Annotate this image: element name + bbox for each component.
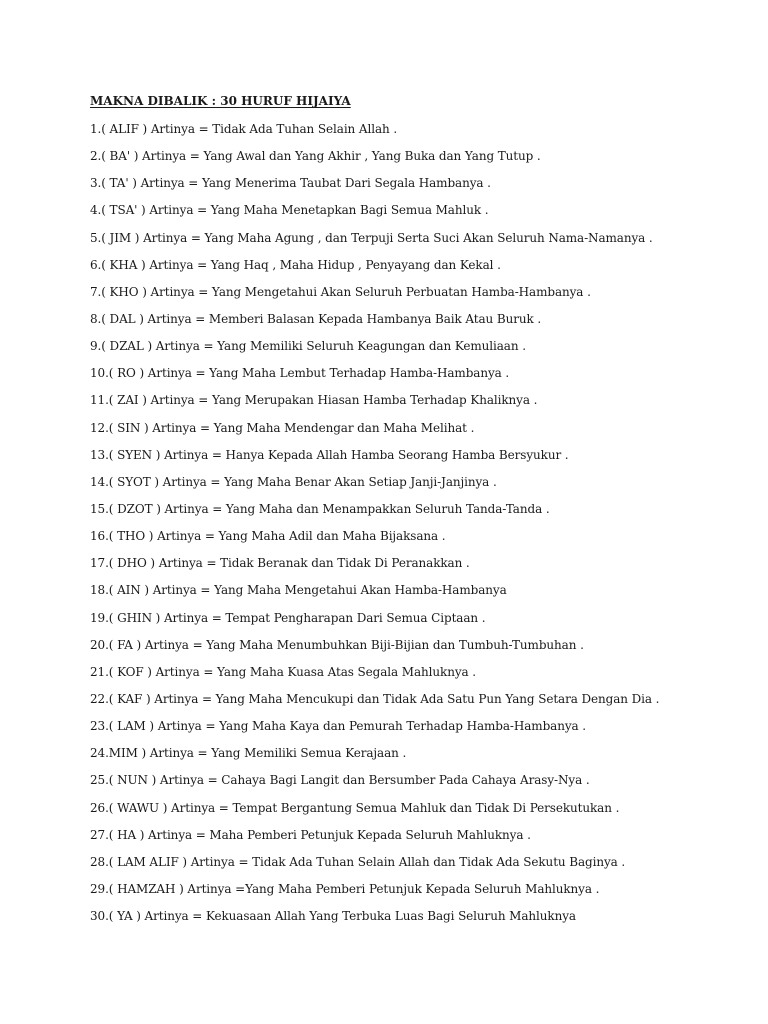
list-item: 6.( KHA ) Artinya = Yang Haq , Maha Hidup , Penyayang dan Kekal .	[90, 257, 501, 272]
list-item: 1.( ALIF ) Artinya = Tidak Ada Tuhan Selain Allah .	[90, 122, 398, 136]
list-item: 25.( NUN ) Artinya = Cahaya Bagi Langit dan Bersumber Pada Cahaya Arasy-Nya .	[90, 773, 590, 788]
list-item: 16.( THO ) Artinya = Yang Maha Adil dan Maha Bijaksana .	[90, 529, 446, 544]
list-item: 7.( KHO ) Artinya = Yang Mengetahui Akan Seluruh Perbuatan Hamba-Hambanya .	[90, 284, 591, 299]
hijaiya-meaning-list	[90, 118, 730, 932]
list-item: 27.( HA ) Artinya = Maha Pemberi Petunjuk Kepada Seluruh Mahluknya .	[90, 827, 531, 842]
list-item: 26.( WAWU ) Artinya = Tempat Bergantung Semua Mahluk dan Tidak Di Persekutukan .	[90, 800, 620, 815]
list-item: 3.( TA' ) Artinya = Yang Menerima Taubat Dari Segala Hambanya .	[90, 176, 491, 191]
list-item: 2.( BA' ) Artinya = Yang Awal dan Yang Akhir , Yang Buka dan Yang Tutup .	[90, 149, 541, 164]
list-item: 13.( SYEN ) Artinya = Hanya Kepada Allah Hamba Seorang Hamba Bersyukur .	[90, 447, 569, 462]
list-item: 14.( SYOT ) Artinya = Yang Maha Benar Akan Setiap Janji-Janjinya .	[90, 474, 497, 489]
list-item: 8.( DAL ) Artinya = Memberi Balasan Kepada Hambanya Baik Atau Buruk .	[90, 311, 542, 326]
list-item: 23.( LAM ) Artinya = Yang Maha Kaya dan Pemurah Terhadap Hamba-Hambanya .	[90, 719, 586, 734]
list-item: 10.( RO ) Artinya = Yang Maha Lembut Terhadap Hamba-Hambanya .	[90, 366, 510, 381]
list-item: 21.( KOF ) Artinya = Yang Maha Kuasa Atas Segala Mahluknya .	[90, 664, 476, 679]
list-item: 20.( FA ) Artinya = Yang Maha Menumbuhkan Biji-Bijian dan Tumbuh-Tumbuhan .	[90, 637, 584, 652]
list-item: 19.( GHIN ) Artinya = Tempat Pengharapan Dari Semua Ciptaan .	[90, 610, 486, 625]
list-item: 24.MIM ) Artinya = Yang Memiliki Semua Kerajaan .	[90, 746, 407, 761]
list-item: 18.( AIN ) Artinya = Yang Maha Mengetahui Akan Hamba-Hambanya	[90, 583, 507, 598]
list-item: 11.( ZAI ) Artinya = Yang Merupakan Hiasan Hamba Terhadap Khaliknya .	[90, 393, 538, 408]
list-item: 9.( DZAL ) Artinya = Yang Memiliki Seluruh Keagungan dan Kemuliaan .	[90, 339, 526, 354]
list-item: 17.( DHO ) Artinya = Tidak Beranak dan Tidak Di Peranakkan .	[90, 556, 470, 571]
list-item: 12.( SIN ) Artinya = Yang Maha Mendengar dan Maha Melihat .	[90, 420, 475, 435]
list-item: 4.( TSA' ) Artinya = Yang Maha Menetapkan Bagi Semua Mahluk .	[90, 203, 489, 218]
list-item: 30.( YA ) Artinya = Kekuasaan Allah Yang Terbuka Luas Bagi Seluruh Mahluknya	[90, 909, 576, 924]
list-item: 22.( KAF ) Artinya = Yang Maha Mencukupi dan Tidak Ada Satu Pun Yang Setara Dengan Dia .	[90, 691, 660, 706]
list-item: 15.( DZOT ) Artinya = Yang Maha dan Menampakkan Seluruh Tanda-Tanda .	[90, 501, 550, 516]
list-item: 29.( HAMZAH ) Artinya =Yang Maha Pemberi Petunjuk Kepada Seluruh Mahluknya .	[90, 881, 600, 896]
document-title: MAKNA DIBALIK : 30 HURUF HIJAIYA	[90, 94, 351, 108]
list-item: 28.( LAM ALIF ) Artinya = Tidak Ada Tuhan Selain Allah dan Tidak Ada Sekutu Baginya .	[90, 854, 626, 869]
list-item: 5.( JIM ) Artinya = Yang Maha Agung , dan Terpuji Serta Suci Akan Seluruh Nama-Namanya .	[90, 230, 653, 245]
